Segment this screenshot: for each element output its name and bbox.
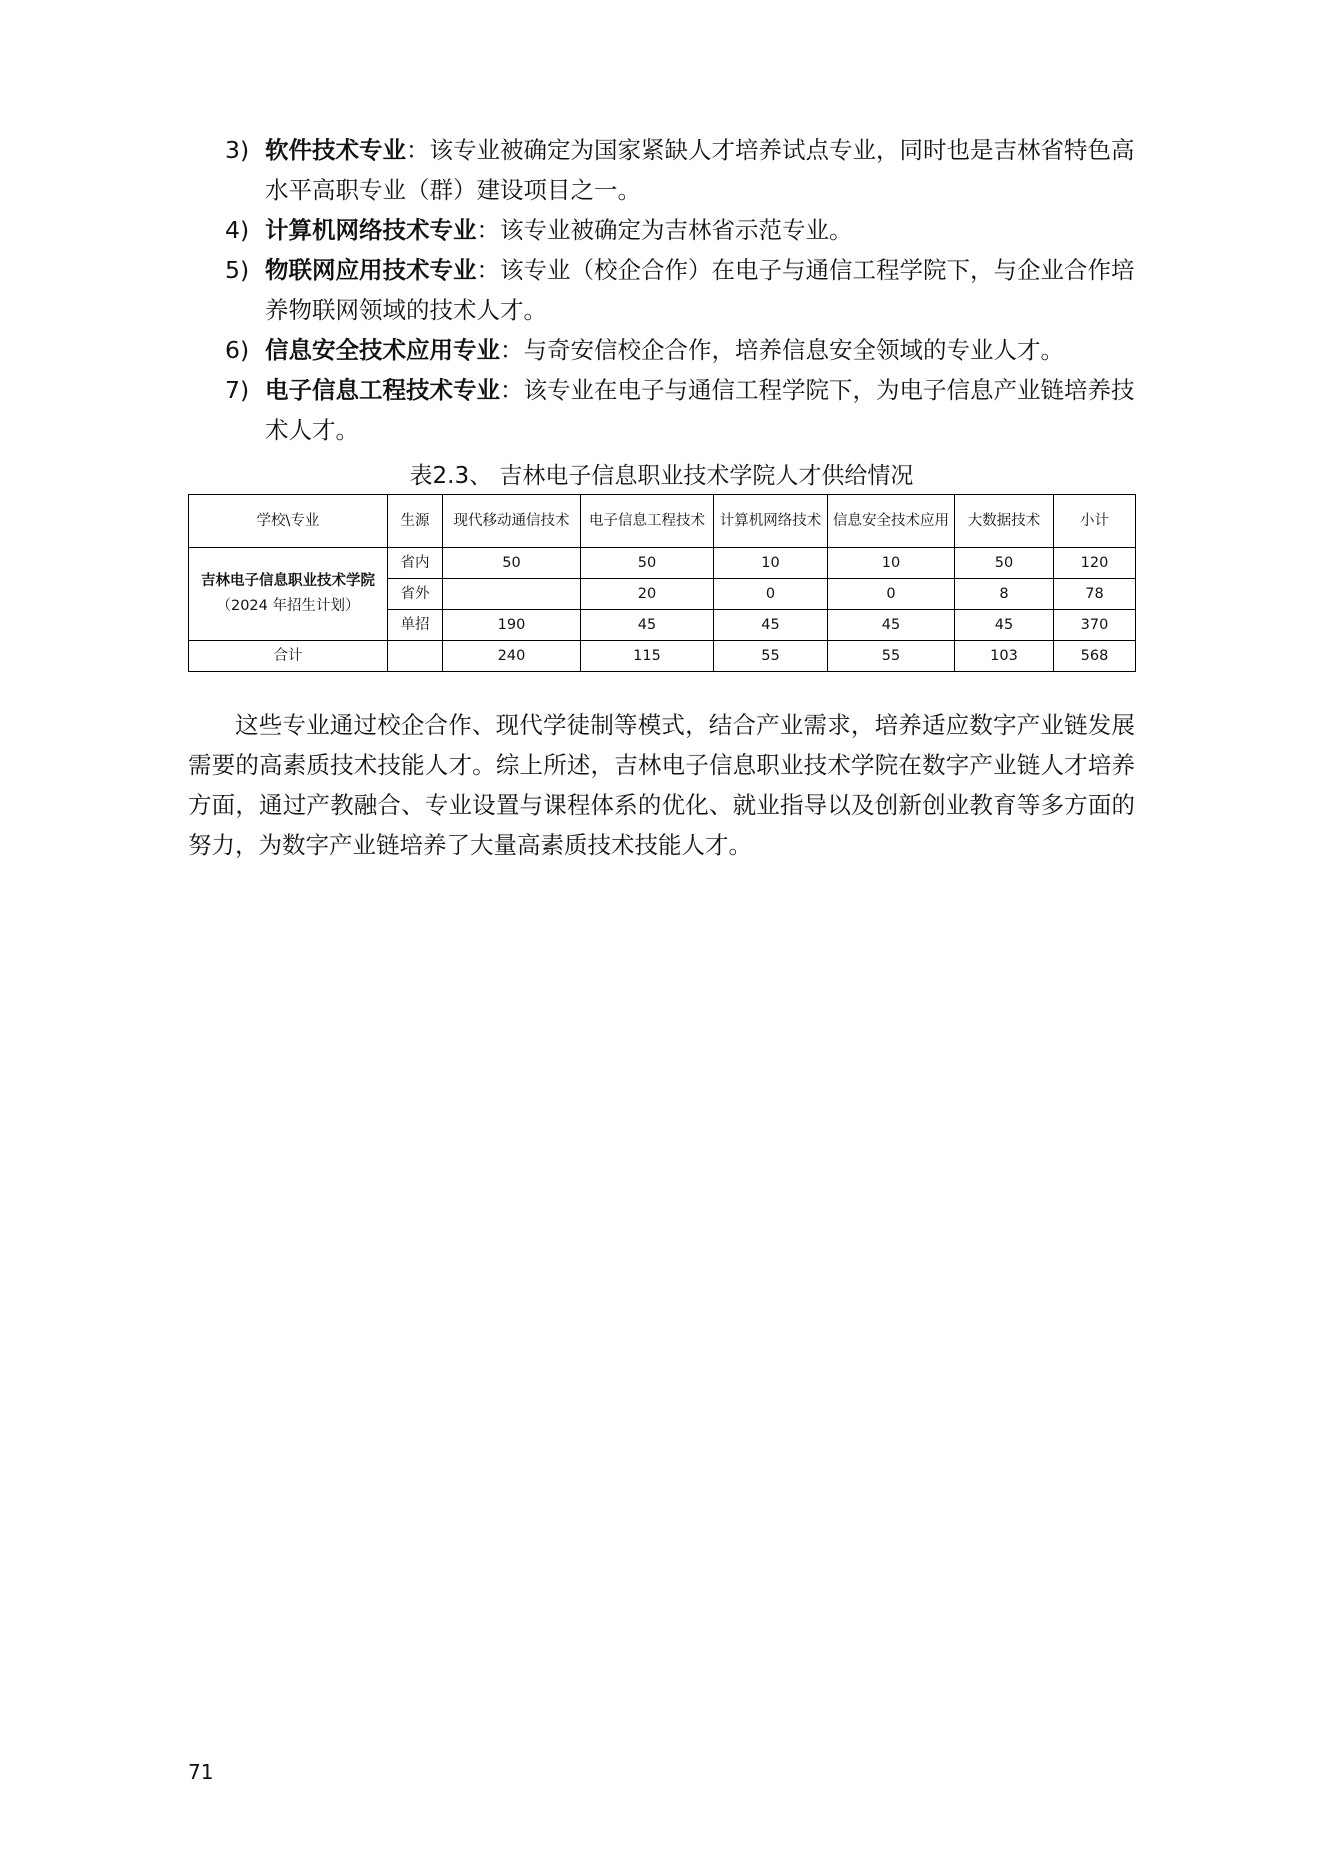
header-cell: 大数据技术 bbox=[955, 495, 1054, 548]
major-list bbox=[225, 130, 1145, 450]
header-cell: 现代移动通信技术 bbox=[443, 495, 581, 548]
item-number: 7) bbox=[225, 376, 250, 404]
total-cell: 55 bbox=[714, 641, 828, 672]
list-item bbox=[225, 330, 1145, 370]
source-cell: 单招 bbox=[388, 610, 443, 641]
header-cell: 信息安全技术应用 bbox=[828, 495, 955, 548]
item-number: 5) bbox=[225, 256, 250, 284]
source-cell bbox=[388, 641, 443, 672]
header-cell: 学校\专业 bbox=[189, 495, 388, 548]
school-plan-note: （2024 年招生计划） bbox=[216, 598, 360, 614]
value-cell: 0 bbox=[714, 579, 828, 610]
item-title: 计算机网络技术专业 bbox=[265, 216, 477, 244]
total-cell: 103 bbox=[955, 641, 1054, 672]
item-number: 6) bbox=[225, 336, 250, 364]
summary-paragraph: 这些专业通过校企合作、现代学徒制等模式，结合产业需求，培养适应数字产业链发展需要的高素质技术技能人才。综上所述，吉林电子信息职业技术学院在数字产业链人才培养方面，通过产教融合、专业设置与课程体系的优化、就业指导以及创新创业教育等多方面的努力，为数字产业链培养了大量高素质技术技能人才。 bbox=[188, 711, 1135, 859]
value-cell: 45 bbox=[828, 610, 955, 641]
subtotal-cell: 120 bbox=[1054, 548, 1136, 579]
total-cell: 568 bbox=[1054, 641, 1136, 672]
value-cell: 45 bbox=[581, 610, 714, 641]
total-label: 合计 bbox=[189, 641, 388, 672]
value-cell: 10 bbox=[828, 548, 955, 579]
item-title: 信息安全技术应用专业 bbox=[265, 336, 500, 364]
table-row bbox=[189, 548, 1136, 579]
subtotal-cell: 370 bbox=[1054, 610, 1136, 641]
item-title: 物联网应用技术专业 bbox=[265, 256, 477, 284]
value-cell: 20 bbox=[581, 579, 714, 610]
value-cell: 10 bbox=[714, 548, 828, 579]
item-text: ：该专业被确定为国家紧缺人才培养试点专业，同时也是吉林省特色高水平高职专业（群）建设项目之一。 bbox=[265, 136, 1135, 204]
item-title: 软件技术专业 bbox=[265, 136, 406, 164]
item-text: ：该专业被确定为吉林省示范专业。 bbox=[476, 216, 853, 244]
total-row bbox=[189, 641, 1136, 672]
item-text: ：该专业（校企合作）在电子与通信工程学院下，与企业合作培养物联网领域的技术人才。 bbox=[265, 256, 1135, 324]
list-item bbox=[225, 130, 1145, 210]
source-cell: 省外 bbox=[388, 579, 443, 610]
subtotal-cell: 78 bbox=[1054, 579, 1136, 610]
list-item bbox=[225, 370, 1145, 450]
item-text: ：该专业在电子与通信工程学院下，为电子信息产业链培养技术人才。 bbox=[265, 376, 1135, 444]
header-cell: 计算机网络技术 bbox=[714, 495, 828, 548]
total-cell: 240 bbox=[443, 641, 581, 672]
talent-supply-table bbox=[188, 494, 1136, 672]
school-cell bbox=[189, 548, 388, 641]
total-cell: 55 bbox=[828, 641, 955, 672]
value-cell: 50 bbox=[955, 548, 1054, 579]
value-cell: 0 bbox=[828, 579, 955, 610]
list-item bbox=[225, 210, 1145, 250]
value-cell: 50 bbox=[581, 548, 714, 579]
table-caption: 表2.3、 吉林电子信息职业技术学院人才供给情况 bbox=[409, 463, 914, 489]
header-cell: 生源 bbox=[388, 495, 443, 548]
total-cell: 115 bbox=[581, 641, 714, 672]
header-cell: 电子信息工程技术 bbox=[581, 495, 714, 548]
item-number: 3) bbox=[225, 136, 250, 164]
item-number: 4) bbox=[225, 216, 250, 244]
value-cell: 45 bbox=[955, 610, 1054, 641]
source-cell: 省内 bbox=[388, 548, 443, 579]
school-name: 吉林电子信息职业技术学院 bbox=[201, 573, 375, 589]
page-number: 71 bbox=[188, 1760, 214, 1784]
value-cell: 50 bbox=[443, 548, 581, 579]
item-text: ：与奇安信校企合作，培养信息安全领域的专业人才。 bbox=[500, 336, 1064, 364]
value-cell: 45 bbox=[714, 610, 828, 641]
item-title: 电子信息工程技术专业 bbox=[265, 376, 500, 404]
list-item bbox=[225, 250, 1145, 330]
value-cell: 8 bbox=[955, 579, 1054, 610]
header-cell: 小计 bbox=[1054, 495, 1136, 548]
value-cell: 190 bbox=[443, 610, 581, 641]
table-header-row bbox=[189, 495, 1136, 548]
value-cell bbox=[443, 579, 581, 610]
